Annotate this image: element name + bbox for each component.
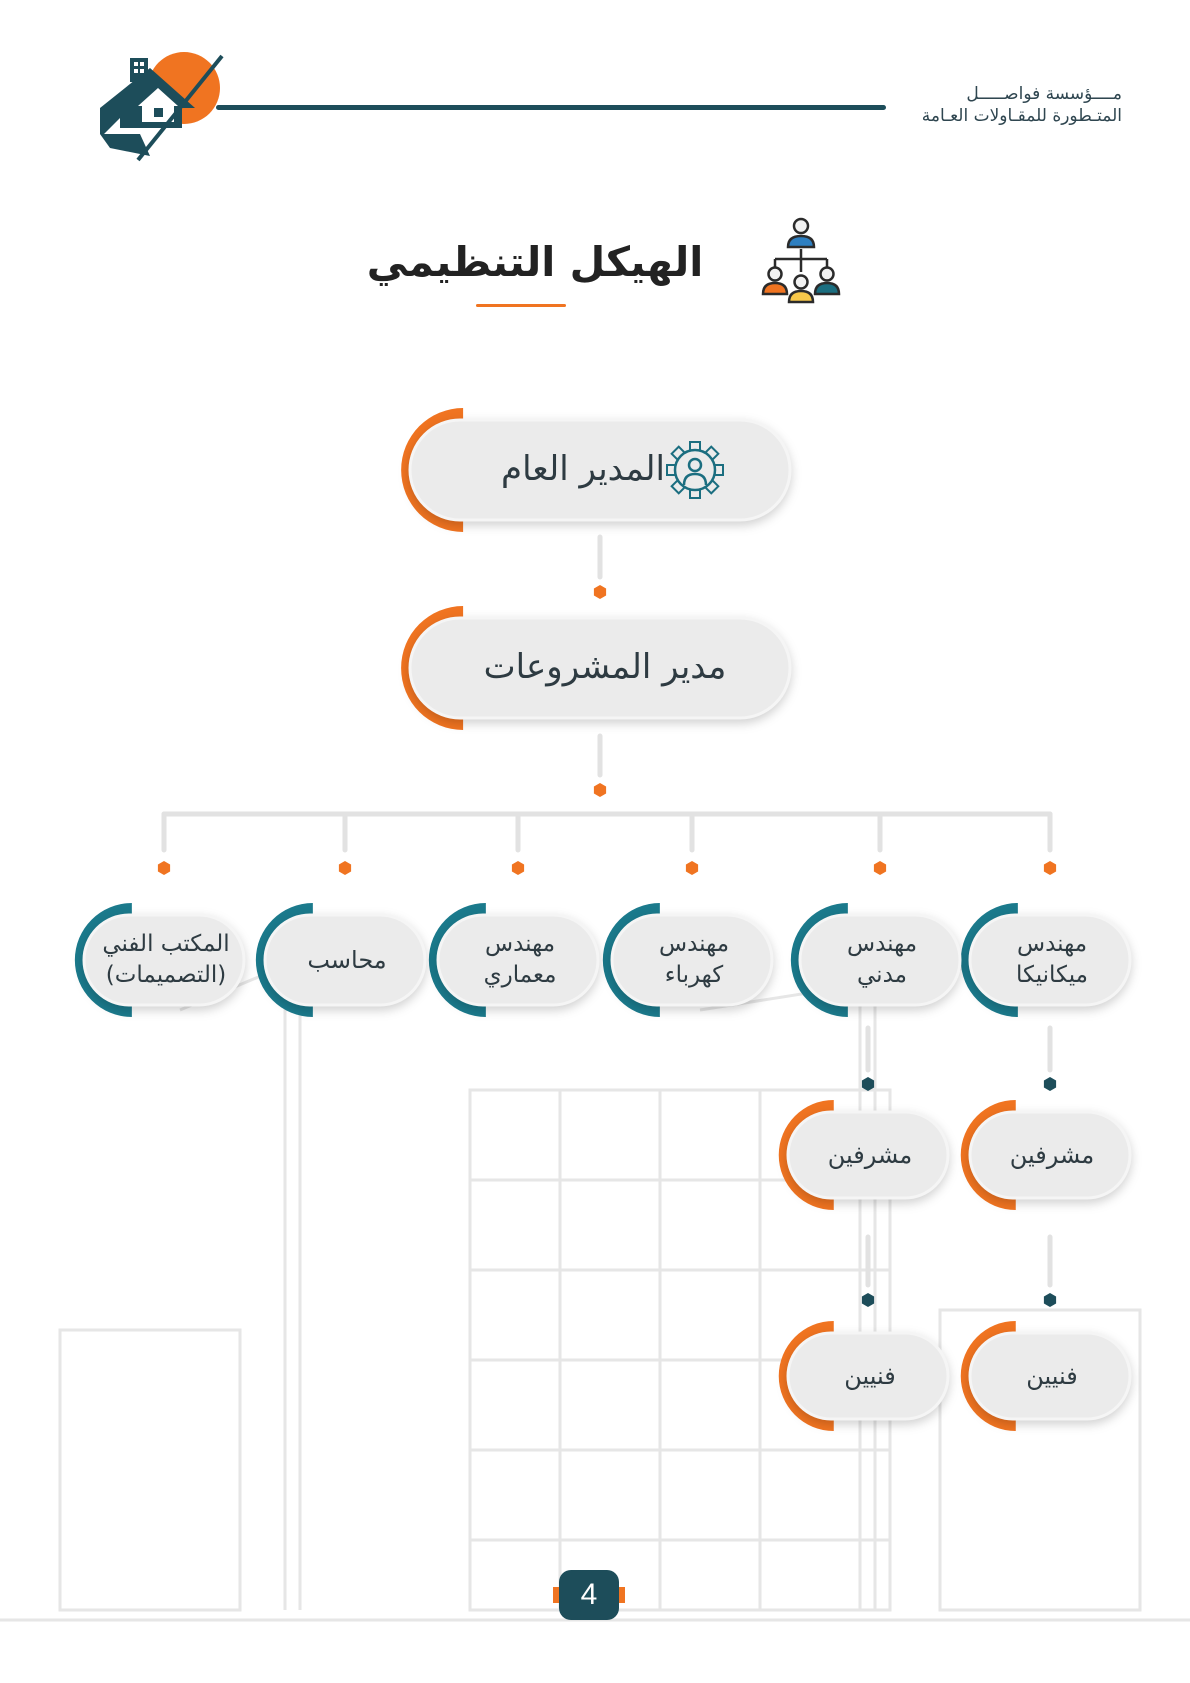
page-number (553, 1570, 625, 1620)
company-name-line2: المتـطورة للمقـاولات العـامة (921, 106, 1122, 126)
page-title: الهيكل التنظيمي (366, 238, 704, 286)
connector-dot-supervisors-2 (862, 1077, 874, 1091)
connector-dot-dept-3 (686, 861, 698, 875)
department-label-6-line2: (التصميمات) (105, 962, 227, 988)
connector-dot-pm-bus (594, 783, 606, 797)
technicians-label-1-line1: فنيين (1026, 1361, 1078, 1390)
general-manager-label (433, 425, 733, 515)
department-label-3-line1: مهندس (659, 930, 730, 957)
supervisors-label-2 (790, 1110, 950, 1200)
department-label-2 (802, 915, 962, 1005)
company-name-line1: مــــؤسسة فواصـــــل (966, 84, 1122, 104)
general-manager-label-line1: المدير العام (501, 449, 665, 490)
supervisors-label-2-line1: مشرفين (827, 1140, 913, 1169)
department-label-4-line1: مهندس (485, 930, 556, 957)
connector-dot-dept-1 (1044, 861, 1056, 875)
connector-dot-supervisors-1 (1044, 1077, 1056, 1091)
department-label-5-line1: محاسب (307, 945, 387, 974)
department-label-3-line2: كهرباء (664, 962, 724, 988)
supervisors-label-1-line1: مشرفين (1009, 1140, 1095, 1169)
department-label-2-line2: مدني (857, 962, 907, 988)
connector-dot-dept-4 (512, 861, 524, 875)
connector-dot-dept-6 (158, 861, 170, 875)
connector-dot-gm-pm (594, 585, 606, 599)
supervisors-label-1 (972, 1110, 1132, 1200)
connector-dot-dept-5 (339, 861, 351, 875)
connector-dot-technicians-2 (862, 1293, 874, 1307)
projects-manager-label (435, 623, 775, 713)
page-number-text: 4 (580, 1578, 598, 1611)
technicians-label-2-line1: فنيين (844, 1361, 896, 1390)
projects-manager-label-line1: مدير المشروعات (483, 647, 727, 688)
department-label-4 (440, 915, 600, 1005)
department-label-6 (86, 915, 246, 1005)
department-label-1-line2: ميكانيكا (1015, 962, 1089, 988)
connector-dot-technicians-1 (1044, 1293, 1056, 1307)
department-label-3 (614, 915, 774, 1005)
connector-dot-dept-2 (874, 861, 886, 875)
department-label-1 (972, 915, 1132, 1005)
department-label-1-line1: مهندس (1017, 930, 1088, 957)
department-label-6-line1: المكتب الفني (102, 930, 230, 957)
technicians-label-2 (790, 1331, 950, 1421)
department-label-4-line2: معماري (483, 962, 557, 988)
technicians-label-1 (972, 1331, 1132, 1421)
department-label-2-line1: مهندس (847, 930, 918, 957)
department-label-5 (267, 915, 427, 1005)
